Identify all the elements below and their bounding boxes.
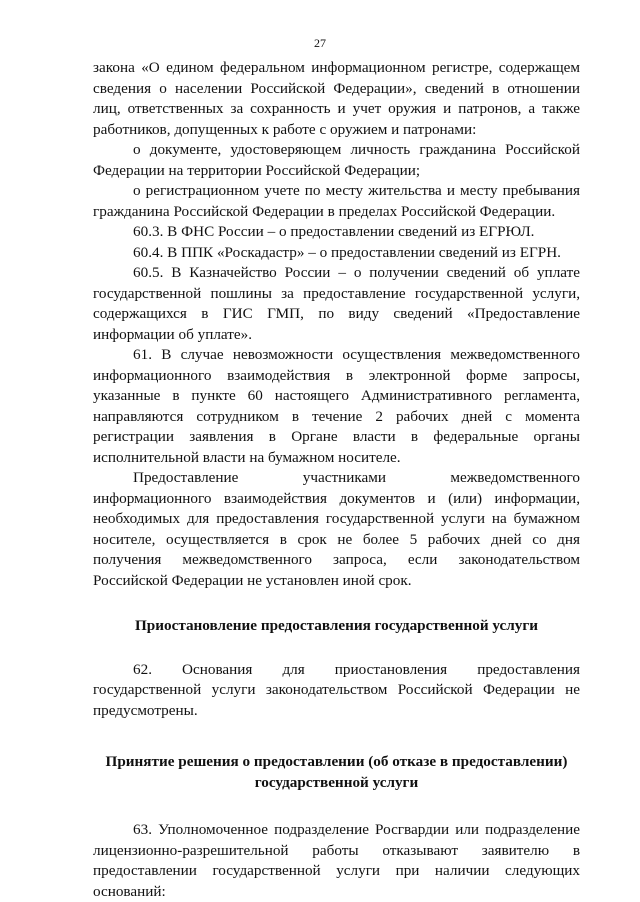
paragraph: 63. Уполномоченное подразделение Росгвардии или подразделение лицензионно-разрешительной работы отказывают заявителю в предоставлении государственной услуги при наличии следующих оснований: [93, 821, 580, 900]
section-heading-line: государственной услуги [254, 773, 419, 791]
paragraph: 60.3. В ФНС России – о предоставлении сведений из ЕГРЮЛ. [133, 223, 535, 240]
paragraph: Предоставление участниками межведомственного информационного взаимодействия документов и (или) информации, необходимых для предоставления государственной услуги на бумажном носителе, осуществляется в срок не более 5 рабочих дней со дня получения межведомственного запроса, если законодательством Российской Федерации не установлен иной срок. [93, 469, 580, 589]
paragraph: о регистрационном учете по месту жительства и месту пребывания гражданина Российской Федерации в пределах Российской Федерации. [93, 182, 580, 220]
document-body [93, 58, 580, 902]
section-heading: Приостановление предоставления государственной услуги [134, 617, 539, 634]
paragraph: 60.5. В Казначейство России – о получении сведений об уплате государственной пошлины за предоставление государственной услуги, содержащихся в ГИС ГМП, по виду сведений «Предоставление информации об уплате». [93, 264, 580, 343]
paragraph: о документе, удостоверяющем личность гражданина Российской Федерации на территории Российской Федерации; [93, 141, 580, 179]
section-heading [93, 752, 580, 793]
page-number: 27 [314, 36, 326, 50]
paragraph: закона «О едином федеральном информационном регистре, содержащем сведения о населении Российской Федерации», сведений в отношении лиц, ответственных за сохранность и учет оружия и патронов, а также работников, допущенных к работе с оружием и патронами: [93, 59, 580, 138]
section-heading-line: Принятие решения о предоставлении (об отказе в предоставлении) [105, 753, 568, 770]
paragraph: 62. Основания для приостановления предоставления государственной услуги законодательством Российской Федерации не предусмотрены. [93, 660, 580, 719]
paragraph: 61. В случае невозможности осуществления межведомственного информационного взаимодействия в электронной форме запросы, указанные в пункте 60 настоящего Административного регламента, направляются сотрудником в течение 2 рабочих дней с момента регистрации заявления в Органе власти в федеральные органы исполнительной власти на бумажном носителе. [93, 346, 580, 466]
paragraph: 60.4. В ППК «Роскадастр» – о предоставлении сведений из ЕГРН. [133, 243, 561, 261]
